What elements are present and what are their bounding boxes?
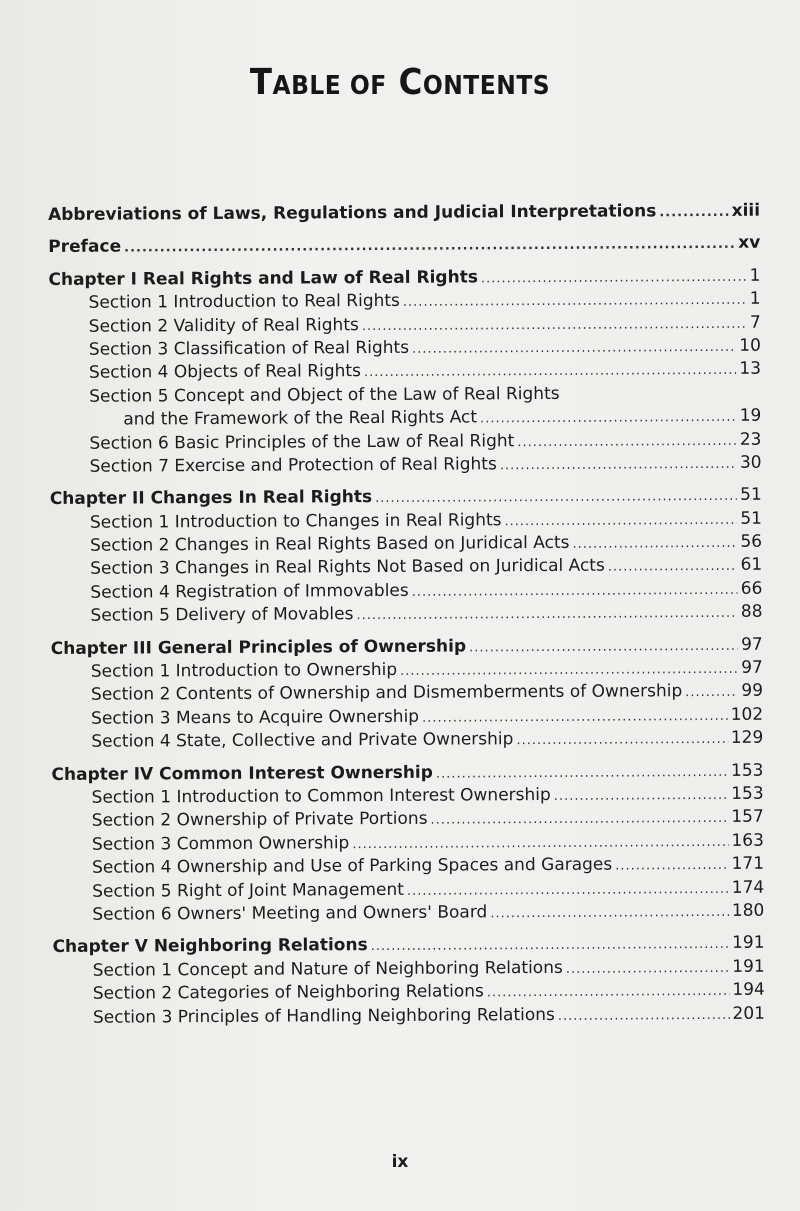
toc-section-line-1[interactable]: Section 5 Concept and Object of the Law of Real Rights xyxy=(89,383,560,407)
toc-entry-preface[interactable]: Preface ..... xv xyxy=(48,232,760,260)
toc-entry-abbreviations[interactable]: Abbreviations of Laws, Regulations and Judicial Interpretations ..... xiii xyxy=(48,200,760,228)
toc-section[interactable]: Section 3 Classification of Real Rights ..... 10 xyxy=(49,335,761,363)
toc-section[interactable]: Section 4 State, Collective and Private Ownership ..... 129 xyxy=(51,727,763,755)
toc-section[interactable]: Section 1 Concept and Nature of Neighboring Relations ..... 191 xyxy=(53,955,765,983)
toc-section[interactable]: Section 3 Principles of Handling Neighboring Relations ..... 201 xyxy=(53,1002,765,1030)
toc-section[interactable]: Section 2 Categories of Neighboring Relations ..... 194 xyxy=(53,979,765,1007)
title-word-2: ONTENTS xyxy=(422,71,551,101)
toc-section[interactable]: Section 2 Contents of Ownership and Dismemberments of Ownership ..... 99 xyxy=(51,680,763,708)
toc-section[interactable]: Section 5 Right of Joint Management ..... 174 xyxy=(52,876,764,904)
toc-section-line-2[interactable]: and the Framework of the Real Rights Act ..... 19 xyxy=(49,405,761,433)
toc-section[interactable]: Section 4 Ownership and Use of Parking Spaces and Garages ..... 171 xyxy=(52,853,764,881)
toc-section[interactable]: Section 2 Validity of Real Rights ..... 7 xyxy=(49,311,761,339)
toc-chapter-3[interactable]: Chapter III General Principles of Ownership ..... 97 xyxy=(51,633,763,661)
page-title xyxy=(0,62,800,103)
toc-section[interactable]: Section 3 Means to Acquire Ownership ..... 102 xyxy=(51,703,763,731)
toc-section[interactable]: Section 3 Changes in Real Rights Not Based on Juridical Acts ..... 61 xyxy=(50,554,762,582)
title-initial-2: C xyxy=(398,62,423,103)
toc-section[interactable]: Section 4 Registration of Immovables ..... 66 xyxy=(50,578,762,606)
toc-section[interactable]: Section 1 Introduction to Ownership ..... 97 xyxy=(51,657,763,685)
toc-section[interactable]: Section 6 Basic Principles of the Law of Real Right ..... 23 xyxy=(49,428,761,456)
toc-section[interactable]: Section 4 Objects of Real Rights ..... 13 xyxy=(49,358,761,386)
toc-section[interactable]: Section 2 Changes in Real Rights Based on Juridical Acts ..... 56 xyxy=(50,531,762,559)
toc-section[interactable]: Section 1 Introduction to Common Interest Ownership ..... 153 xyxy=(52,783,764,811)
toc-chapter-2[interactable]: Chapter II Changes In Real Rights ..... 51 xyxy=(50,484,762,512)
toc-section[interactable]: Section 5 Delivery of Movables ..... 88 xyxy=(50,601,762,629)
toc-section[interactable]: Section 1 Introduction to Changes in Real Rights ..... 51 xyxy=(50,507,762,535)
toc-section[interactable]: Section 3 Common Ownership ..... 163 xyxy=(52,829,764,857)
toc-section[interactable]: Section 7 Exercise and Protection of Real Rights ..... 30 xyxy=(50,452,762,480)
page-number: ix xyxy=(391,1152,409,1172)
toc-section[interactable]: Section 2 Ownership of Private Portions ..... 157 xyxy=(52,806,764,834)
title-initial: T xyxy=(249,62,273,103)
toc-section[interactable]: Section 6 Owners' Meeting and Owners' Board ..... 180 xyxy=(52,900,764,928)
toc-chapter-4[interactable]: Chapter IV Common Interest Ownership ..... 153 xyxy=(51,759,763,787)
toc-chapter-1[interactable]: Chapter I Real Rights and Law of Real Rights ..... 1 xyxy=(48,264,760,292)
toc-section[interactable]: Section 1 Introduction to Real Rights ..... 1 xyxy=(49,288,761,316)
table-of-contents xyxy=(48,200,765,1030)
title-word-1: ABLE OF xyxy=(272,71,387,101)
toc-chapter-5[interactable]: Chapter V Neighboring Relations ..... 191 xyxy=(52,932,764,960)
